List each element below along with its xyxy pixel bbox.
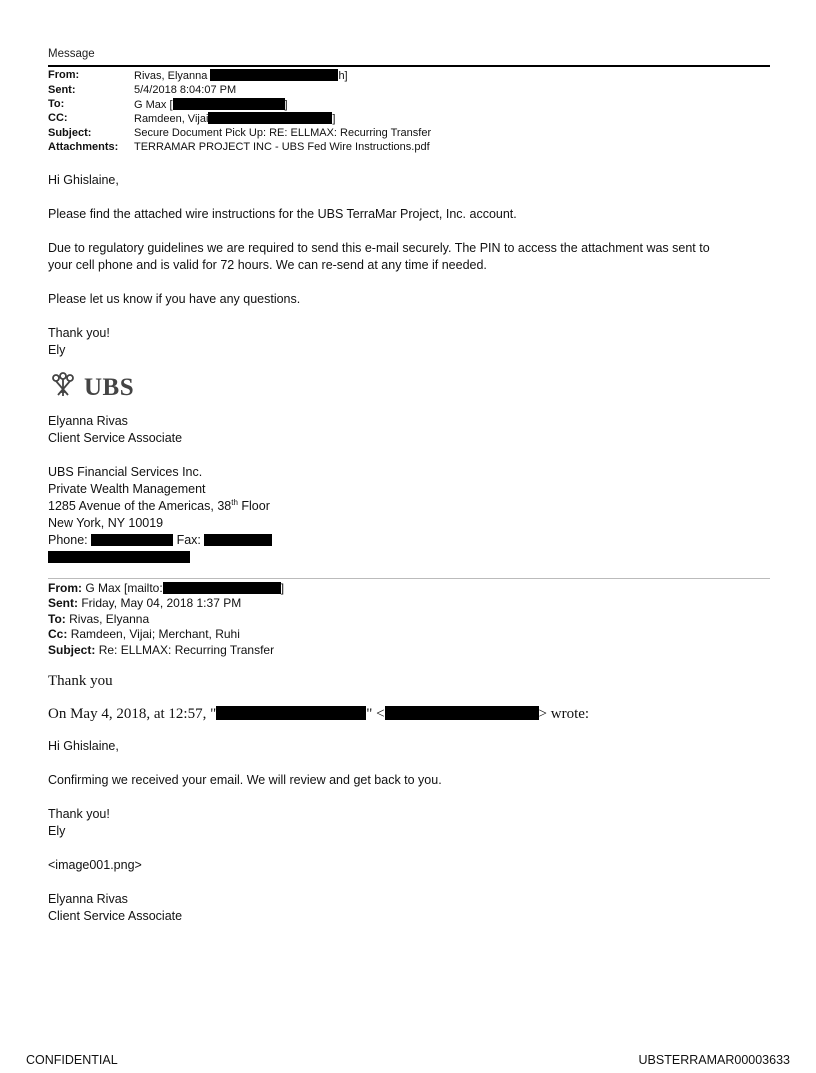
redaction (208, 112, 332, 124)
header-rule (48, 65, 770, 67)
body-paragraph-1: Please find the attached wire instructions for the UBS TerraMar Project, Inc. account. (48, 206, 517, 221)
redaction (163, 582, 281, 594)
to-value: G Max [ ] (134, 98, 288, 111)
subject-label: Subject: (48, 127, 92, 140)
header-sent-row (48, 84, 431, 98)
message-label: Message (48, 48, 95, 60)
email-document (48, 46, 770, 925)
redaction (204, 534, 272, 546)
cc-label: CC: (48, 112, 68, 125)
to-label: To: (48, 97, 65, 110)
signature-company: UBS Financial Services Inc. (48, 464, 203, 479)
signature-division: Private Wealth Management (48, 481, 206, 496)
footer-confidential: CONFIDENTIAL (26, 1053, 118, 1067)
attachments-value[interactable]: TERRAMAR PROJECT INC - UBS Fed Wire Instructions.pdf (134, 140, 430, 153)
reply-sign: Ely (48, 824, 66, 839)
fwd-to-row: To: Rivas, Elyanna (48, 611, 150, 626)
header-subject-row (48, 127, 431, 141)
redaction (173, 98, 285, 110)
signature-city: New York, NY 10019 (48, 515, 164, 530)
attachments-label: Attachments: (48, 140, 119, 153)
reply-image-ref: <image001.png> (48, 858, 142, 873)
redaction (385, 706, 539, 720)
sent-value: 5/4/2018 8:04:07 PM (134, 83, 237, 96)
subject-value: Secure Document Pick Up: RE: ELLMAX: Recurring Transfer (134, 127, 432, 140)
from-label: From: (48, 69, 80, 81)
signature-email-line (48, 549, 770, 566)
reply-signature-title: Client Service Associate (48, 909, 183, 924)
signature-address: 1285 Avenue of the Americas, 38th Floor (48, 497, 270, 513)
signature-name: Elyanna Rivas (48, 413, 128, 428)
cc-tail: ] (332, 113, 336, 126)
forwarded-header (48, 581, 770, 659)
signature-phone-fax: Phone: Fax: (48, 532, 770, 549)
reply-thanks: Thank you! (48, 807, 110, 822)
redaction (216, 706, 366, 720)
closing-thanks: Thank you! (48, 325, 110, 340)
closing-sign: Ely (48, 342, 66, 357)
ubs-logo (48, 369, 770, 407)
body-paragraph-3: Please let us know if you have any questions. (48, 291, 301, 306)
from-tail: h] (338, 70, 348, 82)
footer-bates-number: UBSTERRAMAR00003633 (638, 1053, 790, 1067)
signature-title: Client Service Associate (48, 430, 183, 445)
redaction (48, 551, 190, 563)
forward-separator (48, 578, 770, 579)
reply-paragraph-1: Confirming we received your email. We will review and get back to you. (48, 773, 442, 788)
reply-thank-you: Thank you (48, 673, 113, 690)
header-cc-row (48, 112, 431, 127)
ubs-keys-icon (48, 372, 78, 403)
redaction (210, 69, 338, 81)
fwd-from-row: From: G Max [mailto: ] (48, 580, 285, 595)
fwd-cc-row: Cc: Ramdeen, Vijai; Merchant, Ruhi (48, 627, 240, 642)
fwd-subject-row: Subject: Re: ELLMAX: Recurring Transfer (48, 642, 275, 657)
body-paragraph-2-line-2: your cell phone and is valid for 72 hours. We can re-send at any time if needed. (48, 257, 487, 272)
sent-label: Sent: (48, 83, 76, 96)
reply-greeting: Hi Ghislaine, (48, 739, 119, 754)
reply-quote-line: On May 4, 2018, at 12:57, " " < > wrote: (48, 706, 590, 723)
body-paragraph-2-line-1: Due to regulatory guidelines we are required to send this e-mail securely. The PIN to access the attachment was sent to (48, 240, 710, 255)
redaction (91, 534, 173, 546)
fwd-sent-row: Sent: Friday, May 04, 2018 1:37 PM (48, 596, 242, 611)
email-header (48, 69, 431, 155)
reply-signature-name: Elyanna Rivas (48, 892, 128, 907)
ubs-logo-text: UBS (84, 374, 135, 402)
header-attachments-row (48, 141, 431, 155)
cc-value: Ramdeen, Vijai ] (134, 113, 336, 126)
from-value: Rivas, Elyanna h] (134, 70, 348, 82)
header-to-row (48, 98, 431, 113)
header-from-row (48, 69, 431, 84)
greeting: Hi Ghislaine, (48, 172, 119, 187)
to-tail: ] (284, 98, 288, 111)
